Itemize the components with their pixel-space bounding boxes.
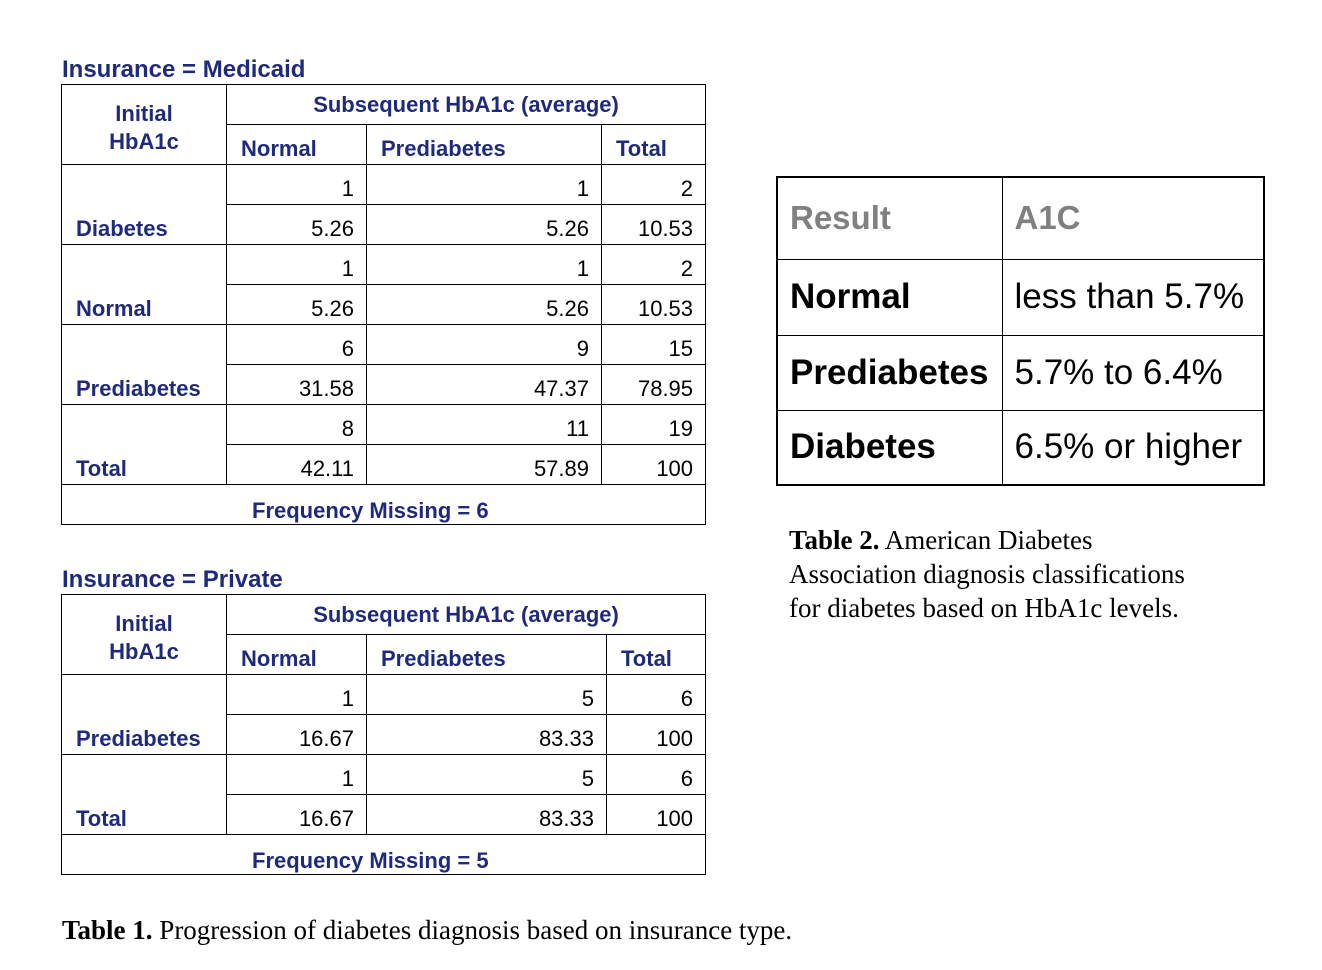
cell-value: 15 [602,325,706,365]
col-total-header: Total [602,125,706,165]
cell-value: 11 [367,405,602,445]
frequency-missing: Frequency Missing = 6 [62,485,706,525]
cell-value: 5 [367,675,607,715]
cell-value: 6 [227,325,367,365]
row-label: Diabetes [62,165,227,245]
frequency-missing: Frequency Missing = 5 [62,835,706,875]
cell-value: 83.33 [367,795,607,835]
cell-value: 1 [227,165,367,205]
cell-value: 100 [607,715,706,755]
cell-value: 2 [602,165,706,205]
cell-value: 16.67 [227,795,367,835]
cell-value: 47.37 [367,365,602,405]
cell-value: 5 [367,755,607,795]
private-table [61,594,706,875]
table2-caption: Table 2. American Diabetes Association diagnosis classifications for diabetes based on HbA1c levels. [789,525,1185,623]
cell-value: 1 [227,755,367,795]
a1c-range: less than 5.7% [1002,259,1264,335]
cell-value: 1 [367,245,602,285]
cell-value: 8 [227,405,367,445]
cell-value: 6 [607,755,706,795]
a1c-range: 6.5% or higher [1002,410,1264,485]
initial-hba1c-header: Initial HbA1c [62,595,227,675]
table-row [777,259,1264,335]
private-title: Insurance = Private [62,566,283,593]
cell-value: 5.26 [367,285,602,325]
row-label: Total [62,755,227,835]
table-row [62,325,706,365]
a1c-range: 5.7% to 6.4% [1002,335,1264,410]
cell-value: 5.26 [227,285,367,325]
cell-value: 10.53 [602,285,706,325]
table-row [62,675,706,715]
result-label: Prediabetes [777,335,1002,410]
cell-value: 2 [602,245,706,285]
a1c-classification-table [776,176,1265,486]
table-row [62,405,706,445]
col-normal-header: Normal [227,635,367,675]
subsequent-hba1c-header: Subsequent HbA1c (average) [227,595,706,635]
col-prediabetes-header: Prediabetes [367,125,602,165]
cell-value: 19 [602,405,706,445]
row-label: Normal [62,245,227,325]
cell-value: 1 [367,165,602,205]
cell-value: 1 [227,245,367,285]
subsequent-hba1c-header: Subsequent HbA1c (average) [227,85,706,125]
cell-value: 78.95 [602,365,706,405]
col-prediabetes-header: Prediabetes [367,635,607,675]
table-row [62,245,706,285]
medicaid-title: Insurance = Medicaid [62,56,306,83]
cell-value: 1 [227,675,367,715]
cell-value: 42.11 [227,445,367,485]
result-label: Normal [777,259,1002,335]
table-row [777,335,1264,410]
cell-value: 5.26 [367,205,602,245]
header-a1c: A1C [1002,177,1264,259]
cell-value: 100 [602,445,706,485]
cell-value: 10.53 [602,205,706,245]
header-result: Result [777,177,1002,259]
cell-value: 83.33 [367,715,607,755]
cell-value: 16.67 [227,715,367,755]
result-label: Diabetes [777,410,1002,485]
table-row [777,410,1264,485]
table-row [62,755,706,795]
cell-value: 100 [607,795,706,835]
col-total-header: Total [607,635,706,675]
cell-value: 6 [607,675,706,715]
row-label: Total [62,405,227,485]
table1-caption: Table 1. Progression of diabetes diagnosis based on insurance type. [62,915,793,945]
cell-value: 57.89 [367,445,602,485]
col-normal-header: Normal [227,125,367,165]
cell-value: 9 [367,325,602,365]
table-row [62,165,706,205]
initial-hba1c-header: Initial HbA1c [62,85,227,165]
cell-value: 5.26 [227,205,367,245]
row-label: Prediabetes [62,675,227,755]
medicaid-table [61,84,706,525]
cell-value: 31.58 [227,365,367,405]
row-label: Prediabetes [62,325,227,405]
